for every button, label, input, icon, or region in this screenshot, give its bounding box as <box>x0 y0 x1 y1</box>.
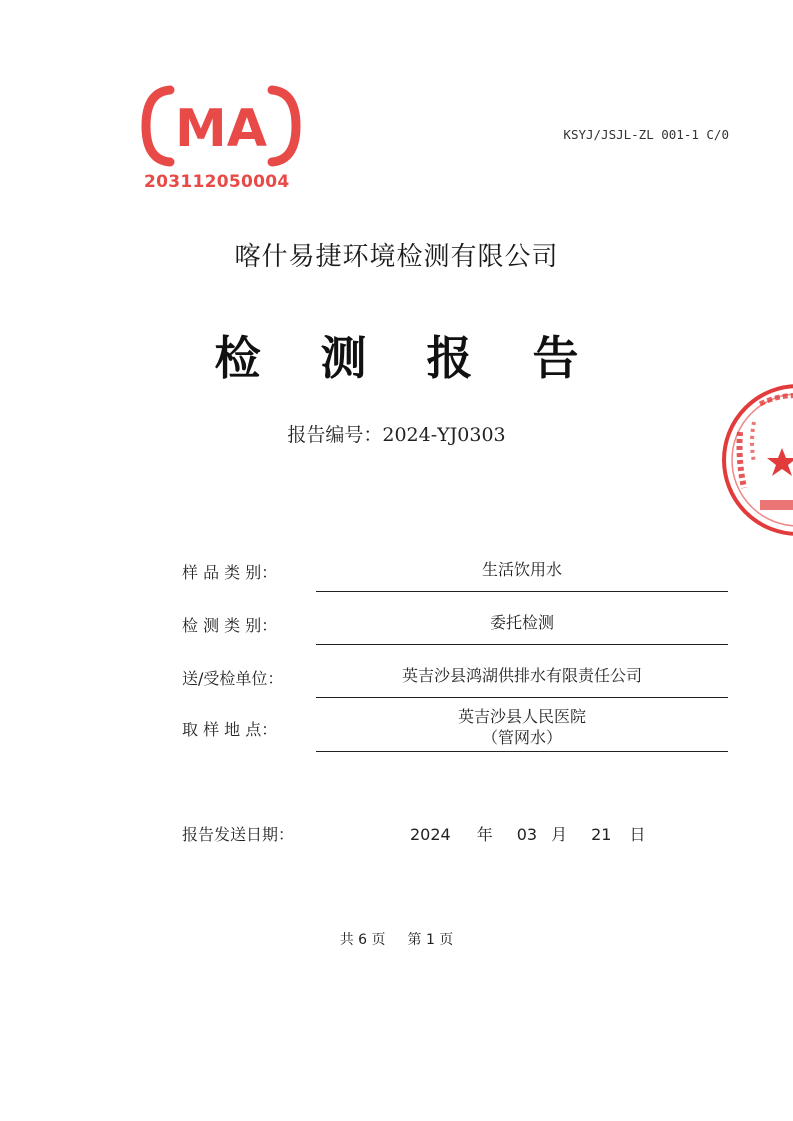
field-value: 英吉沙县人民医院 <box>457 707 586 726</box>
send-date-label: 报告发送日期： <box>182 825 295 844</box>
report-number <box>0 420 793 447</box>
date-year: 2024 <box>410 825 451 844</box>
field-value-secondary: （管网水） <box>481 728 562 747</box>
field-value: 英吉沙县鸿湖供排水有限责任公司 <box>401 666 642 685</box>
field-value: 生活饮用水 <box>481 560 562 579</box>
field-underline <box>316 751 728 752</box>
date-month-unit: 月 <box>551 825 568 844</box>
company-name: 喀什易捷环境检测有限公司 <box>234 242 559 272</box>
field-underline <box>316 644 728 645</box>
cma-number: 203112050004 <box>144 172 290 192</box>
field-label: 检 测 类 别： <box>182 616 278 635</box>
send-date-value <box>410 822 645 845</box>
cma-letters: MA <box>175 99 267 159</box>
field-label: 样 品 类 别： <box>182 563 278 582</box>
date-year-unit: 年 <box>476 825 493 844</box>
page-current: 第 1 页 <box>407 932 454 948</box>
seal-icon <box>720 382 793 542</box>
cma-stamp <box>140 78 302 196</box>
field-value: 委托检测 <box>489 613 554 632</box>
field-label: 取 样 地 点： <box>182 720 278 739</box>
page-total: 共 6 页 <box>339 932 386 948</box>
report-number-value: 2024-YJ0303 <box>382 424 506 446</box>
field-underline <box>316 697 728 698</box>
report-number-label: 报告编号： <box>287 424 383 446</box>
field-underline <box>316 591 728 592</box>
company-seal <box>720 382 793 542</box>
document-code: KSYJ/JSJL-ZL 001-1 C/0 <box>563 127 729 142</box>
cma-logo-icon <box>140 78 302 174</box>
page-counter <box>0 929 793 949</box>
field-label: 送/受检单位： <box>182 669 284 688</box>
date-month: 03 <box>516 825 538 844</box>
date-day-unit: 日 <box>629 825 646 844</box>
report-title: 检 测 报 告 <box>214 331 601 385</box>
date-day: 21 <box>591 825 612 844</box>
